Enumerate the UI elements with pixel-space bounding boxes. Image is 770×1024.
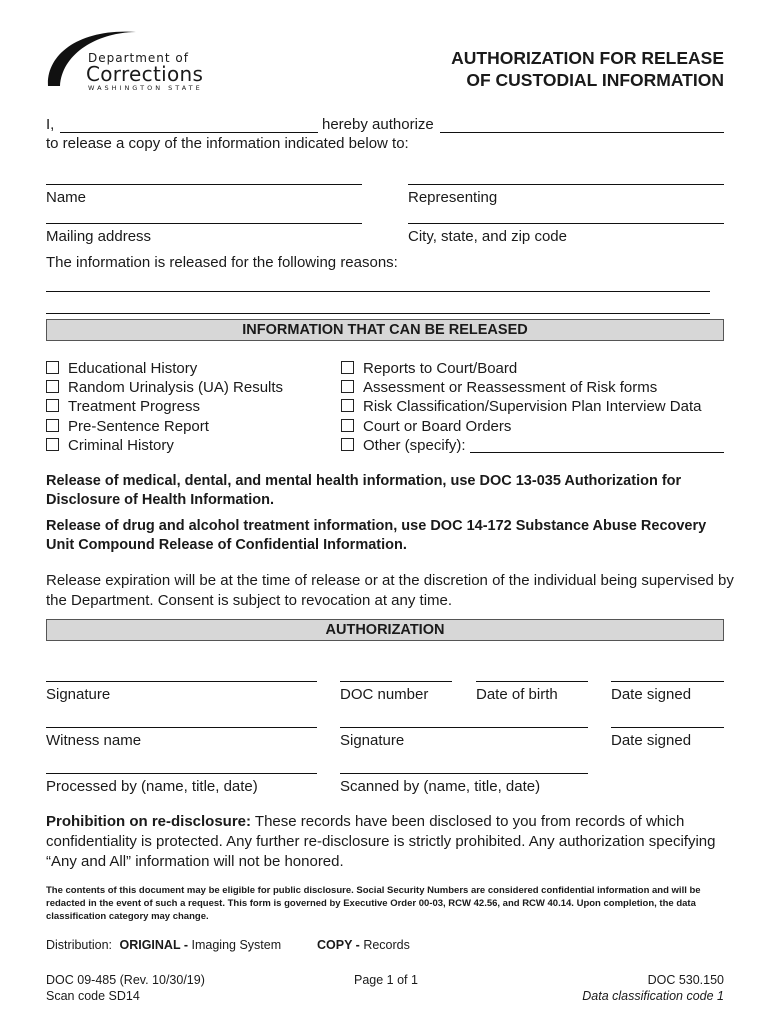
prohibition-heading: Prohibition on re-disclosure: <box>46 813 252 830</box>
agency-logo <box>40 24 210 94</box>
scan-code: Scan code SD14 <box>46 989 140 1003</box>
logo-line-1: Department of <box>88 51 189 65</box>
policy-number: DOC 530.150 <box>647 973 724 987</box>
mailing-address-field[interactable] <box>46 223 362 224</box>
scanned-by-field[interactable] <box>340 773 588 774</box>
intro-middle: hereby authorize <box>322 116 434 133</box>
date-signed-label: Date signed <box>611 686 692 703</box>
authorized-party-field[interactable] <box>440 132 724 133</box>
checkbox-item[interactable] <box>341 436 466 455</box>
witness-name-label: Witness name <box>46 732 142 749</box>
distribution-original: ORIGINAL - <box>119 938 189 952</box>
date-signed-field[interactable] <box>611 681 724 682</box>
authorizer-name-field[interactable] <box>60 132 318 133</box>
name-label: Name <box>46 189 87 206</box>
checkbox-item[interactable] <box>341 397 701 416</box>
witness-signature-label: Signature <box>340 732 405 749</box>
info-section-header: INFORMATION THAT CAN BE RELEASED <box>46 319 724 341</box>
checkbox-label: Other (specify): <box>363 437 466 454</box>
distribution-copy-line <box>317 937 410 953</box>
medical-release-note: Release of medical, dental, and mental health information, use DOC 13-035 Authorization for Disclosure of Health Information. <box>46 473 682 508</box>
drug-release-note: Release of drug and alcohol treatment information, use DOC 14-172 Substance Abuse Recovery Unit Compound Release of Confidential Information. <box>46 518 707 553</box>
processed-by-field[interactable] <box>46 773 317 774</box>
checkbox-item[interactable] <box>341 378 657 397</box>
checkbox-item[interactable] <box>341 417 511 436</box>
checkbox-label: Assessment or Reassessment of Risk forms <box>363 379 658 396</box>
logo-line-2: Corrections <box>86 62 204 86</box>
intro-prefix: I, <box>46 116 55 133</box>
checkbox-label: Treatment Progress <box>68 398 200 415</box>
distribution-copy-dest: Records <box>363 938 410 952</box>
checkbox[interactable] <box>46 399 59 412</box>
intro-line-2: to release a copy of the information indicated below to: <box>46 135 409 152</box>
checkbox[interactable] <box>341 438 354 451</box>
other-specify-field[interactable] <box>470 452 724 453</box>
checkbox[interactable] <box>46 361 59 374</box>
witness-date-signed-label: Date signed <box>611 732 692 749</box>
representing-label: Representing <box>408 189 498 206</box>
checkbox[interactable] <box>46 419 59 432</box>
date-of-birth-label: Date of birth <box>476 686 558 703</box>
public-disclosure-notice: The contents of this document may be eligible for public disclosure. Social Security Numbers are considered confidential information and will be redacted in the event of such a request. This form is governed by Executive Order 00-03, RCW 42.56, and RCW 40.14. Upon completion, the data classification category may change. <box>46 885 701 922</box>
distribution-line <box>46 937 281 953</box>
doc-number-label: DOC number <box>340 686 429 703</box>
checkbox[interactable] <box>341 419 354 432</box>
checkbox-label: Reports to Court/Board <box>363 360 518 377</box>
checkbox-item[interactable] <box>46 397 200 416</box>
reason-line-2[interactable] <box>46 313 710 314</box>
checkbox[interactable] <box>46 380 59 393</box>
expiration-note: Release expiration will be at the time of release or at the discretion of the individual being supervised by the Department. Consent is subject to revocation at any time. <box>46 572 734 609</box>
checkbox-item[interactable] <box>46 436 174 455</box>
form-title-line-2: OF CUSTODIAL INFORMATION <box>466 70 724 90</box>
checkbox[interactable] <box>341 361 354 374</box>
checkbox[interactable] <box>341 380 354 393</box>
distribution-copy: COPY - <box>317 938 360 952</box>
checkbox[interactable] <box>341 399 354 412</box>
checkbox-item[interactable] <box>341 359 517 378</box>
checkbox-label: Pre-Sentence Report <box>68 418 209 435</box>
distribution-label: Distribution: <box>46 938 112 952</box>
mailing-address-label: Mailing address <box>46 228 152 245</box>
distribution-original-dest: Imaging System <box>191 938 282 952</box>
checkbox-item[interactable] <box>46 359 197 378</box>
authorization-header: AUTHORIZATION <box>46 619 724 641</box>
signature-field[interactable] <box>46 681 317 682</box>
checkbox-label: Random Urinalysis (UA) Results <box>68 379 284 396</box>
form-title-line-1: AUTHORIZATION FOR RELEASE <box>451 48 724 68</box>
prohibition-paragraph <box>46 812 736 872</box>
reason-line-1[interactable] <box>46 291 710 292</box>
checkbox-label: Criminal History <box>68 437 174 454</box>
witness-date-signed-field[interactable] <box>611 727 724 728</box>
logo-line-3: WASHINGTON STATE <box>88 84 203 92</box>
signature-label: Signature <box>46 686 111 703</box>
scanned-by-label: Scanned by (name, title, date) <box>340 778 541 795</box>
doc-number-field[interactable] <box>340 681 452 682</box>
checkbox-item[interactable] <box>46 378 283 397</box>
reasons-label: The information is released for the following reasons: <box>46 254 398 271</box>
checkbox-label: Educational History <box>68 360 198 377</box>
checkbox-label: Court or Board Orders <box>363 418 512 435</box>
date-of-birth-field[interactable] <box>476 681 588 682</box>
witness-name-field[interactable] <box>46 727 317 728</box>
checkbox-item[interactable] <box>46 417 209 436</box>
city-state-zip-label: City, state, and zip code <box>408 228 567 245</box>
representing-field[interactable] <box>408 184 724 185</box>
checkbox[interactable] <box>46 438 59 451</box>
page-number: Page 1 of 1 <box>354 973 418 987</box>
data-classification: Data classification code 1 <box>582 989 724 1003</box>
name-field[interactable] <box>46 184 362 185</box>
form-title <box>451 47 724 91</box>
processed-by-label: Processed by (name, title, date) <box>46 778 258 795</box>
form-number: DOC 09-485 (Rev. 10/30/19) <box>46 973 205 987</box>
witness-signature-field[interactable] <box>340 727 588 728</box>
city-state-zip-field[interactable] <box>408 223 724 224</box>
prohibition-text: These records have been disclosed to you from records of which confidentiality is protected. Any further re-disclosure is strictly prohibited. Any authorization specifying “Any and All” information will not be honored. <box>46 813 716 870</box>
checkbox-label: Risk Classification/Supervision Plan Interview Data <box>363 398 702 415</box>
